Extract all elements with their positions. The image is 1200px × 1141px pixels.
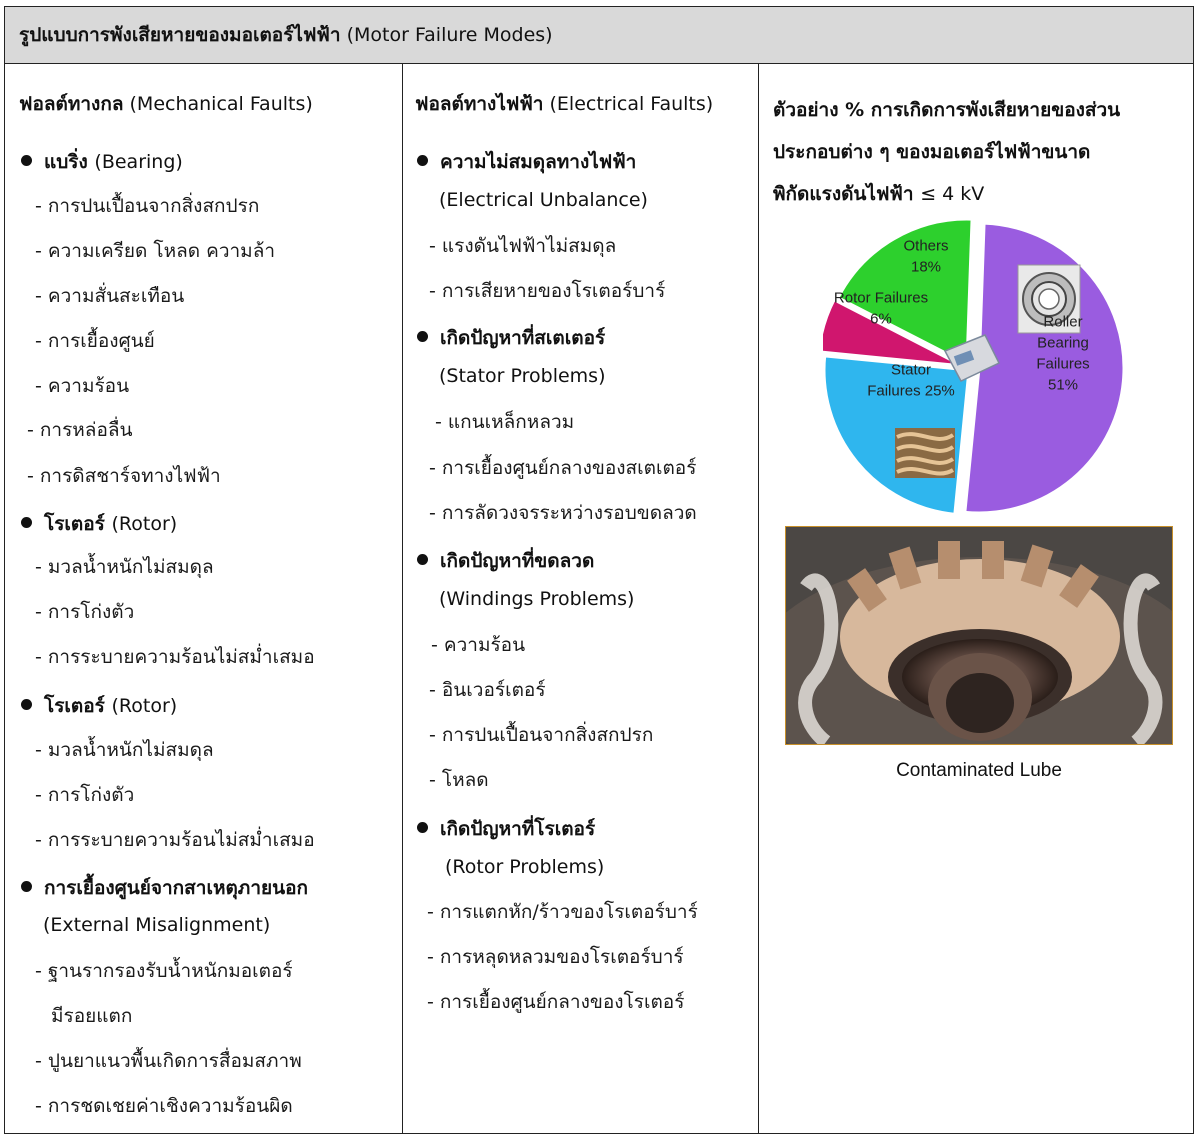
pie-label-stator-failures: Stator Failures 25% (867, 361, 955, 400)
list-item: - การระบายความร้อนไม่สม่ำเสมอ (35, 829, 315, 851)
pie-label-roller-bearing-failures: Roller Bearing Failures 51% (1036, 313, 1090, 394)
group-title-th: ความไม่สมดุลทางไฟฟ้า (440, 151, 637, 173)
list-item: - การดิสชาร์จทางไฟฟ้า (27, 465, 221, 487)
bullet-dot-icon (21, 699, 32, 710)
electrical-heading (415, 89, 713, 119)
pie-label-rotor-failures: Rotor Failures 6% (833, 289, 929, 328)
bullet-dot-icon (21, 881, 32, 892)
group-title-th: โรเตอร์ (44, 695, 105, 717)
group-subtitle-en: (External Misalignment) (43, 914, 271, 936)
mechanical-faults-column (5, 63, 403, 1133)
list-item: มีรอยแตก (51, 1005, 133, 1027)
list-item: - โหลด (429, 769, 489, 791)
bullet-dot-icon (21, 517, 32, 528)
group-title-en: (Rotor) (111, 695, 178, 717)
group-title-th: โรเตอร์ (44, 513, 105, 535)
rotor-group-title (21, 691, 177, 721)
table-title-en: (Motor Failure Modes) (346, 24, 553, 46)
list-item: - การเยื้องศูนย์ (35, 330, 155, 352)
list-item: - ความร้อน (431, 634, 526, 656)
list-item: - ปูนยาแนวพื้นเกิดการสื่อมสภาพ (35, 1050, 302, 1072)
mechanical-heading-en: (Mechanical Faults) (129, 93, 313, 115)
statistics-heading-th: พิกัดแรงดันไฟฟ้า (773, 183, 914, 205)
bullet-dot-icon (417, 822, 428, 833)
electrical-faults-column (403, 63, 759, 1133)
list-item: - มวลน้ำหนักไม่สมดุล (35, 556, 214, 578)
statistics-heading-line: ตัวอย่าง % การเกิดการพังเสียหายของส่วน (773, 99, 1121, 121)
bearing-group-title (21, 147, 183, 177)
list-item: - การลัดวงจรระหว่างรอบขดลวด (429, 502, 697, 524)
rotor-group-title (21, 509, 177, 539)
list-item: - การชดเชยค่าเชิงความร้อนผิด (35, 1095, 293, 1117)
photo-caption: Contaminated Lube (896, 760, 1062, 781)
table-title-th: รูปแบบการพังเสียหายของมอเตอร์ไฟฟ้า (19, 24, 341, 46)
list-item: - การหล่อลื่น (27, 419, 133, 441)
group-subtitle-en: (Stator Problems) (439, 365, 606, 387)
statistics-heading (773, 89, 1183, 215)
list-item: - การเสียหายของโรเตอร์บาร์ (429, 280, 666, 302)
failure-modes-table (4, 6, 1194, 1134)
group-title-en: (Bearing) (94, 151, 183, 173)
group-title-th: เกิดปัญหาที่โรเตอร์ (440, 818, 596, 840)
statistics-heading-line: ประกอบต่าง ๆ ของมอเตอร์ไฟฟ้าขนาด (773, 141, 1091, 163)
bullet-dot-icon (417, 331, 428, 342)
group-subtitle-en: (Electrical Unbalance) (439, 189, 648, 211)
list-item: - แกนเหล็กหลวม (435, 411, 575, 433)
motor-bearing-photo (786, 527, 1173, 745)
rotor-problems-group-title (417, 814, 595, 844)
electrical-heading-en: (Electrical Faults) (549, 93, 714, 115)
pie-label-others: Others 18% (903, 237, 949, 276)
list-item: - ความร้อน (35, 375, 130, 397)
failure-statistics-column (759, 63, 1193, 1133)
electrical-unbalance-group-title (417, 147, 636, 177)
mechanical-heading (19, 89, 313, 119)
electrical-heading-th: ฟอลต์ทางไฟฟ้า (415, 93, 544, 115)
group-title-th: แบริ่ง (44, 151, 88, 173)
bullet-dot-icon (417, 554, 428, 565)
table-title (5, 7, 1193, 64)
list-item: - การเยื้องศูนย์กลางของโรเตอร์ (427, 991, 685, 1013)
list-item: - การแตกหัก/ร้าวของโรเตอร์บาร์ (427, 901, 698, 923)
bullet-dot-icon (21, 155, 32, 166)
group-title-th: เกิดปัญหาที่ขดลวด (440, 550, 595, 572)
mechanical-heading-th: ฟอลต์ทางกล (19, 93, 124, 115)
voltage-rating: ≤ 4 kV (920, 183, 985, 205)
list-item: - การปนเปื้อนจากสิ่งสกปรก (35, 195, 260, 217)
group-title-th: การเยื้องศูนย์จากสาเหตุภายนอก (44, 877, 309, 899)
failure-pie-chart (823, 213, 1133, 523)
windings-problems-group-title (417, 546, 594, 576)
group-subtitle-en: (Windings Problems) (439, 588, 635, 610)
external-misalignment-group-title (21, 873, 308, 903)
list-item: - ความเครียด โหลด ความล้า (35, 240, 276, 262)
list-item: - การระบายความร้อนไม่สม่ำเสมอ (35, 646, 315, 668)
group-title-en: (Rotor) (111, 513, 178, 535)
list-item: - การเยื้องศูนย์กลางของสเตเตอร์ (429, 457, 697, 479)
list-item: - มวลน้ำหนักไม่สมดุล (35, 739, 214, 761)
group-title-th: เกิดปัญหาที่สเตเตอร์ (440, 327, 606, 349)
statistics-heading-line (773, 173, 1183, 215)
pie-chart-svg (823, 213, 1133, 523)
list-item: - ฐานรากรองรับน้ำหนักมอเตอร์ (35, 960, 293, 982)
contaminated-lube-photo (785, 526, 1173, 745)
stator-winding-photo-icon (895, 428, 955, 478)
list-item: - อินเวอร์เตอร์ (429, 679, 546, 701)
list-item: - การโก่งตัว (35, 601, 135, 623)
list-item: - การโก่งตัว (35, 784, 135, 806)
bullet-dot-icon (417, 155, 428, 166)
list-item: - การหลุดหลวมของโรเตอร์บาร์ (427, 946, 684, 968)
group-subtitle-en: (Rotor Problems) (445, 856, 605, 878)
list-item: - แรงดันไฟฟ้าไม่สมดุล (429, 235, 617, 257)
stator-problems-group-title (417, 323, 605, 353)
list-item: - การปนเปื้อนจากสิ่งสกปรก (429, 724, 654, 746)
list-item: - ความสั่นสะเทือน (35, 285, 185, 307)
